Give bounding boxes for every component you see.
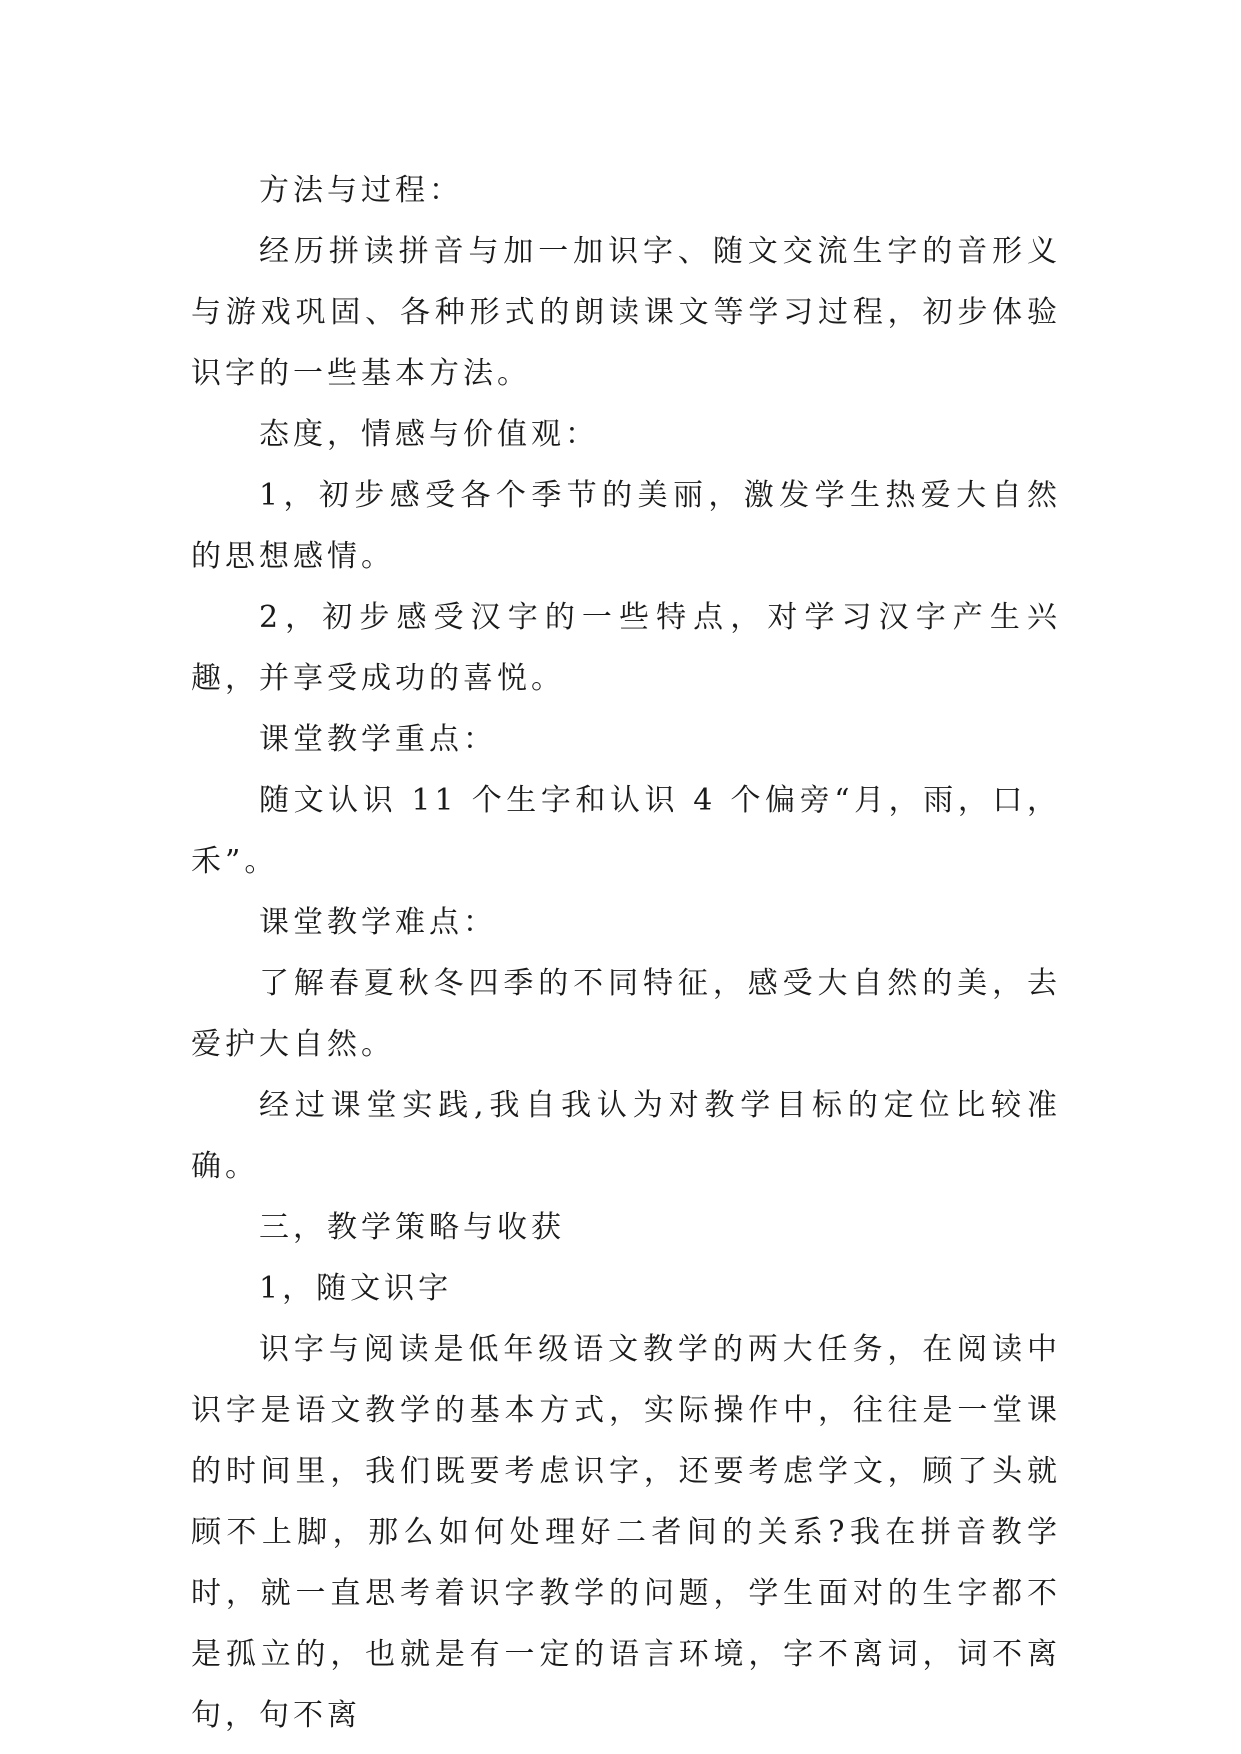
paragraph-key-point-heading: 课堂教学重点： (259, 722, 497, 757)
paragraph-difficulty-heading: 课堂教学难点： (259, 905, 497, 940)
paragraph-attitude-heading: 态度，情感与价值观： (259, 417, 599, 452)
paragraph-attitude-item-1: 1，初步感受各个季节的美丽，激发学生热爱大自然的思想感情。 (191, 478, 1061, 574)
paragraph-method-body: 经历拼读拼音与加一加识字、随文交流生字的音形义与游戏巩固、各种形式的朗读课文等学习过程，初步体验识字的一些基本方法。 (191, 234, 1061, 391)
section-heading-strategy: 三，教学策略与收获 (259, 1210, 565, 1245)
paragraph-attitude-item-2: 2，初步感受汉字的一些特点，对学习汉字产生兴趣，并享受成功的喜悦。 (191, 600, 1061, 696)
document-body (191, 160, 1061, 1746)
paragraph-key-point-body: 随文认识 11 个生字和认识 4 个偏旁“月，雨，口，禾”。 (191, 783, 1061, 879)
paragraph-practice-note: 经过课堂实践,我自我认为对教学目标的定位比较准确。 (191, 1088, 1061, 1184)
paragraph-difficulty-body: 了解春夏秋冬四季的不同特征，感受大自然的美，去爱护大自然。 (191, 966, 1061, 1062)
paragraph-literacy-body: 识字与阅读是低年级语文教学的两大任务，在阅读中识字是语文教学的基本方式，实际操作中，往往是一堂课的时间里，我们既要考虑识字，还要考虑学文，顾了头就顾不上脚，那么如何处理好二者间的关系?我在拼音教学时，就一直思考着识字教学的问题，学生面对的生字都不是孤立的，也就是有一定的语言环境，字不离词，词不离句，句不离 (191, 1332, 1061, 1733)
paragraph-method-heading: 方法与过程： (259, 173, 463, 208)
subsection-heading-literacy: 1，随文识字 (259, 1271, 453, 1306)
